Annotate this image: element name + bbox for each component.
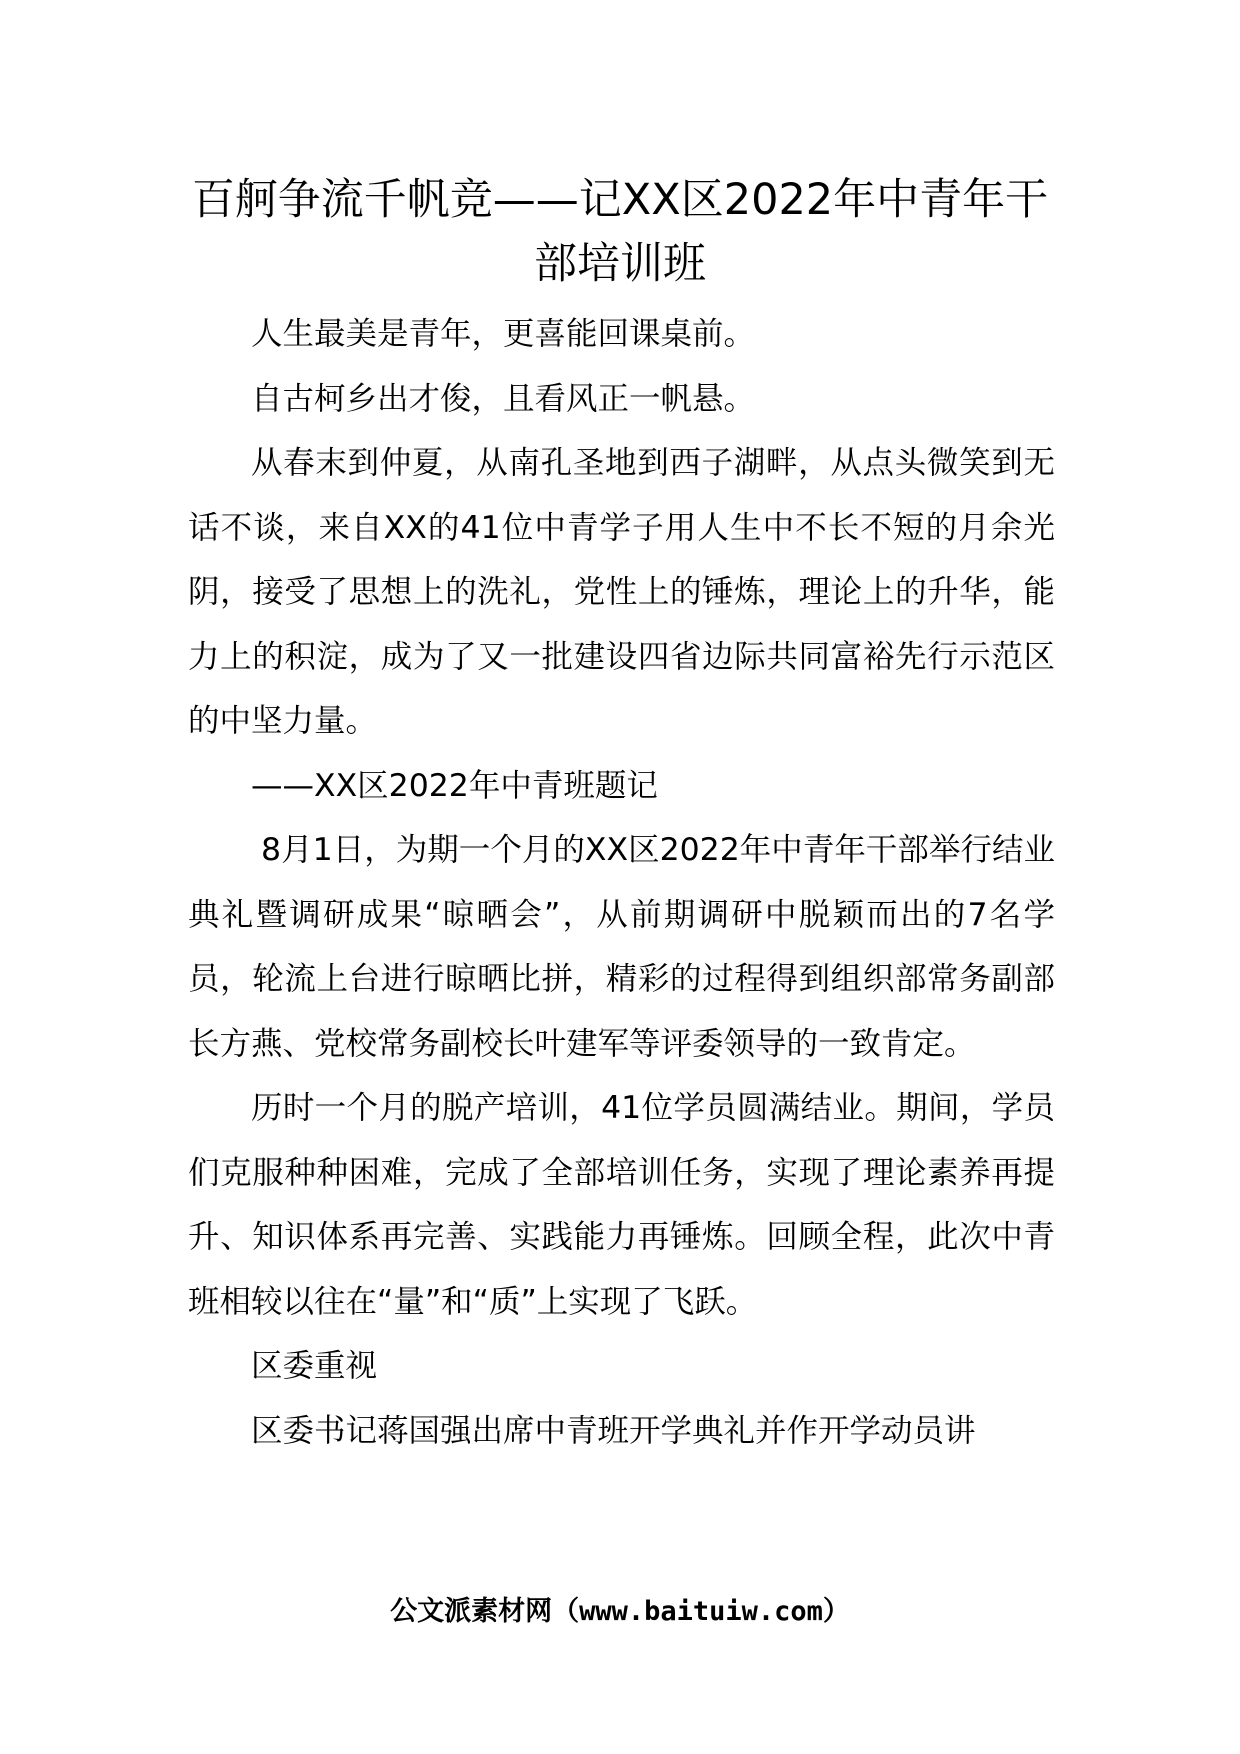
paragraph-closing-ceremony: 8月1日，为期一个月的XX区2022年中青年干部举行结业典礼暨调研成果“晾晒会”，从前期调研中脱颖而出的7名学员，轮流上台进行晾晒比拼，精彩的过程得到组织部常务副部长方燕、党校常务副校长叶建军等评委领导的一致肯定。 [188, 832, 1055, 1062]
section-heading: 区委重视 [251, 1348, 378, 1384]
paragraph-committee: 区委书记蒋国强出席中青班开学典礼并作开学动员讲 [251, 1412, 976, 1449]
document-body [188, 302, 1055, 1463]
paragraph-inscription: ——XX区2022年中青班题记 [251, 767, 658, 804]
footer-watermark: 公文派素材网（www.baituiw.com） [390, 1596, 850, 1627]
paragraph-intro: 从春末到仲夏，从南孔圣地到西子湖畔，从点头微笑到无话不谈，来自XX的41位中青学子用人生中不长不短的月余光阴，接受了思想上的洗礼，党性上的锤炼，理论上的升华，能力上的积淀，成为了又一批建设四省边际共同富裕先行示范区的中坚力量。 [188, 445, 1055, 739]
paragraph-poem-line-1: 人生最美是青年，更喜能回课桌前。 [251, 316, 756, 352]
paragraph-poem-line-2: 自古柯乡出才俊，且看风正一帆悬。 [251, 380, 756, 417]
document-title: 百舸争流千帆竞——记XX区2022年中青年干部培训班 [191, 175, 1049, 289]
paragraph-training-summary: 历时一个月的脱产培训，41位学员圆满结业。期间，学员们克服种种困难，完成了全部培训任务，实现了理论素养再提升、知识体系再完善、实践能力再锤炼。回顾全程，此次中青班相较以往在“量”和“质”上实现了飞跃。 [188, 1090, 1055, 1320]
